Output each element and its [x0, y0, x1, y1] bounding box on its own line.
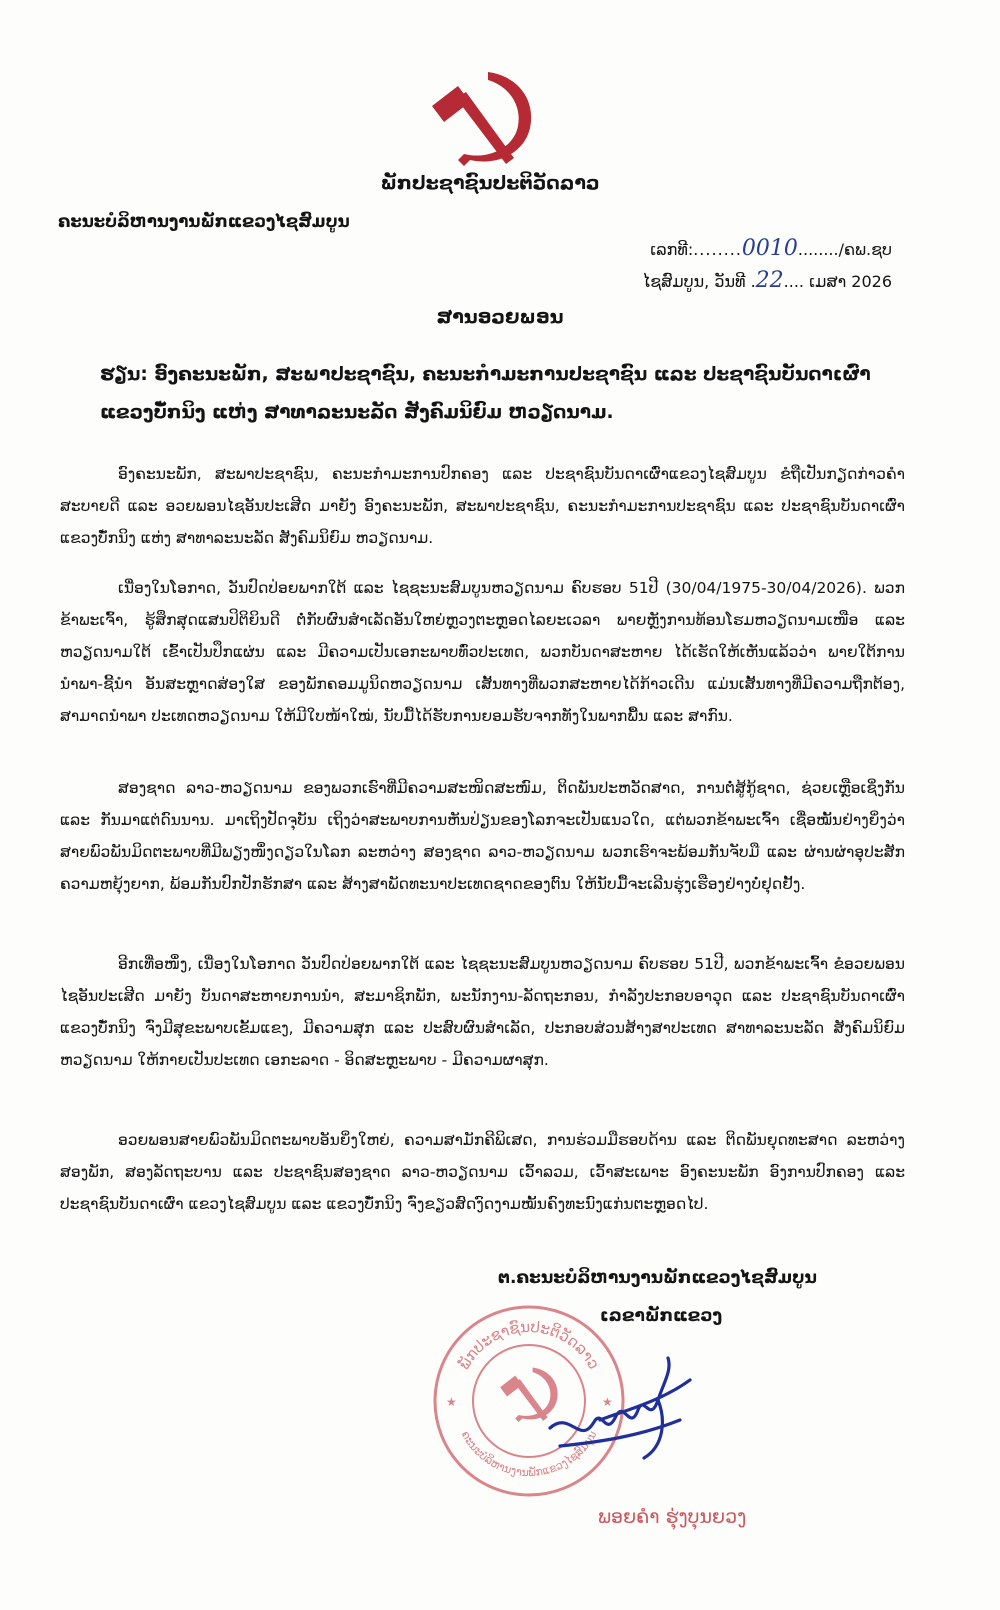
reference-number-line: ເລກທີ:........0010......../ຄພ.ຊບ: [650, 236, 892, 261]
signature-title-line-2: ເລຂາພັກແຂວງ: [600, 1306, 723, 1326]
issuing-committee: ຄະນະບໍລິຫານງານພັກແຂວງໄຊສົມບູນ: [58, 212, 350, 231]
hammer-sickle-emblem-icon: [418, 66, 548, 176]
ref-prefix: ເລກທີ:: [650, 240, 694, 259]
svg-text:★: ★: [602, 1395, 613, 1409]
signature-title-line-1: ຕ.ຄະນະບໍລິຫານງານພັກແຂວງໄຊສົມບູນ: [498, 1268, 817, 1288]
date-line: ໄຊສົມບູນ, ວັນທີ .22.... ເມສາ 2026: [642, 268, 892, 293]
svg-text:★: ★: [446, 1395, 457, 1409]
handwritten-signature: [540, 1350, 700, 1470]
signatory-name: ພອຍຄຳ ຮຸ່ງບຸນຍວງ: [598, 1506, 747, 1528]
document-title: ສານອວຍພອນ: [436, 306, 564, 328]
seal-top-text: ພັກປະຊາຊົນປະຕິວັດລາວ: [454, 1317, 604, 1373]
recipient-block: [100, 356, 900, 432]
paragraph-2: ເນື່ອງໃນໂອກາດ, ວັນປົດປ່ອຍພາກໃຕ້ ແລະ ໄຊຊະນະສົມບູນຫວຽດນາມ ຄົບຮອບ 51ປີ (30/04/1975-30/04/2026). ພວກຂ້າພະເຈົ້າ, ຮູ້ສຶກສຸດແສນປິຕິຍິນດີ ຕໍ່ກັບຜົນສຳເລັດອັນໃຫຍ່ຫຼວງຕະຫຼອດໄລຍະເວລາ ພາຍຫຼັງການທ້ອນໂຮມຫວຽດນາມເໜືອ ແລະ ຫວຽດນາມໃຕ້ ເຂົ້າເປັນປຶກແຜ່ນ ແລະ ມີຄວາມເປັນເອກະພາບທົ່ວປະເທດ, ພວກບັນດາສະຫາຍ ໄດ້ເຮັດໃຫ້ເຫັນແລ້ວວ່າ ພາຍໃຕ້ການນຳພາ-ຊີ້ນຳ ອັນສະຫຼາດສ່ອງໃສ ຂອງພັກຄອມມູນິດຫວຽດນາມ ເສັ້ນທາງທີ່ພວກສະຫາຍໄດ້ກ້າວເດີນ ແມ່ນເສັ້ນທາງທີ່ມີຄວາມຖືກຕ້ອງ, ສາມາດນຳພາ ປະເທດຫວຽດນາມ ໃຫ້ມີໃບໜ້າໃໝ່, ນັບມື້ໄດ້ຮັບການຍອມຮັບຈາກທັງໃນພາກພື້ນ ແລະ ສາກົນ.: [60, 579, 905, 725]
recipient-label: ຮຽນ:: [100, 364, 148, 385]
date-prefix: ໄຊສົມບູນ, ວັນທີ: [642, 272, 746, 291]
ref-number: 0010: [741, 236, 798, 261]
ref-suffix: /ຄພ.ຊບ: [838, 240, 892, 259]
party-name: ພັກປະຊາຊົນປະຕິວັດລາວ: [380, 172, 600, 194]
date-month-year: ເມສາ 2026: [809, 272, 892, 291]
recipient-text: ອົງຄະນະພັກ, ສະພາປະຊາຊົນ, ຄະນະກຳມະການປະຊາຊົນ ແລະ ປະຊາຊົນບັນດາເຜົ່າ ແຂວງບັ໋ກນິງ ແຫ່ງ ສາທາລະນະລັດ ສັງຄົມນິຍົມ ຫວຽດນາມ.: [100, 364, 871, 423]
date-day: 22: [755, 268, 784, 293]
paragraph-5: ອວຍພອນສາຍພົວພັນມິດຕະພາບອັນຍິ່ງໃຫຍ່, ຄວາມສາມັກຄີພິເສດ, ການຮ່ວມມືຮອບດ້ານ ແລະ ຕິດພັນຍຸດທະສາດ ລະຫວ່າງ ສອງພັກ, ສອງລັດຖະບານ ແລະ ປະຊາຊົນສອງຊາດ ລາວ-ຫວຽດນາມ ເວົ້າລວມ, ເວົ້າສະເພາະ ອົງຄະນະພັກ ອົງການປົກຄອງ ແລະ ປະຊາຊົນບັນດາເຜົ່າ ແຂວງໄຊສົມບູນ ແລະ ແຂວງບັ໋ກນິງ ຈົ່ງຂຽວສົດງົດງາມໝັ້ນຄົງທະນົງແກ່ນຕະຫຼອດໄປ.: [60, 1131, 905, 1213]
paragraph-3: ສອງຊາດ ລາວ-ຫວຽດນາມ ຂອງພວກເຮົາທີ່ມີຄວາມສະໜິດສະໜົມ, ຕິດພັນປະຫວັດສາດ, ການຕໍ່ສູ້ກູ້ຊາດ, ຊ່ວຍເຫຼືອເຊິ່ງກັນ ແລະ ກັນມາແຕ່ດົນນານ. ມາເຖິງປັດຈຸບັນ ເຖິງວ່າສະພາບການຫັນປ່ຽນຂອງໂລກຈະເປັນແນວໃດ, ແຕ່ພວກຂ້າພະເຈົ້າ ເຊື່ອໝັ້ນຢ່າງຍິ່ງວ່າ ສາຍພົວພັນມິດຕະພາບທີ່ມີພຽງໜຶ່ງດຽວໃນໂລກ ລະຫວ່າງ ສອງຊາດ ລາວ-ຫວຽດນາມ ພວກເຮົາຈະພ້ອມກັນຈັບມື ແລະ ຜ່ານຜ່າອຸປະສັກຄວາມຫຍຸ້ງຍາກ, ພ້ອມກັນປົກປັກຮັກສາ ແລະ ສ້າງສາພັດທະນາປະເທດຊາດຂອງຕົນ ໃຫ້ນັບມື້ຈະເລີນຮຸ່ງເຮືອງຢ່າງບໍ່ຢຸດຢັ້ງ.: [60, 779, 905, 893]
seal-bottom-text: ຄະນະບໍລິຫານງານພັກແຂວງໄຊສົມບູນ: [458, 1428, 600, 1480]
paragraph-4: ອີກເທື່ອໜຶ່ງ, ເນື່ອງໃນໂອກາດ ວັນປົດປ່ອຍພາກໃຕ້ ແລະ ໄຊຊະນະສົມບູນຫວຽດນາມ ຄົບຮອບ 51ປີ, ພວກຂ້າພະເຈົ້າ ຂໍອວຍພອນໄຊອັນປະເສີດ ມາຍັງ ບັນດາສະຫາຍການນຳ, ສະມາຊິກພັກ, ພະນັກງານ-ລັດຖະກອນ, ກຳລັງປະກອບອາວຸດ ແລະ ປະຊາຊົນບັນດາເຜົ່າແຂວງບັ໋ກນິງ ຈົ່ງມີສຸຂະພາບເຂັ້ມແຂງ, ມີຄວາມສຸກ ແລະ ປະສົບຜົນສຳເລັດ, ປະກອບສ່ວນສ້າງສາປະເທດ ສາທາລະນະລັດ ສັງຄົມນິຍົມ ຫວຽດນາມ ໃຫ້ກາຍເປັນປະເທດ ເອກະລາດ - ອິດສະຫຼະພາບ - ມີຄວາມຜາສຸກ.: [60, 955, 905, 1069]
paragraph-1: ອົງຄະນະພັກ, ສະພາປະຊາຊົນ, ຄະນະກຳມະການປົກຄອງ ແລະ ປະຊາຊົນບັນດາເຜົ່າແຂວງໄຊສົມບູນ ຂໍຖືເປັນກຽດກ່າວຄຳສະບາຍດີ ແລະ ອວຍພອນໄຊອັນປະເສີດ ມາຍັງ ອົງຄະນະພັກ, ສະພາປະຊາຊົນ, ຄະນະກຳມະການປະຊາຊົນ ແລະ ປະຊາຊົນບັນດາເຜົ່າແຂວງບັ໋ກນິງ ແຫ່ງ ສາທາລະນະລັດ ສັງຄົມນິຍົມ ຫວຽດນາມ.: [60, 465, 905, 547]
